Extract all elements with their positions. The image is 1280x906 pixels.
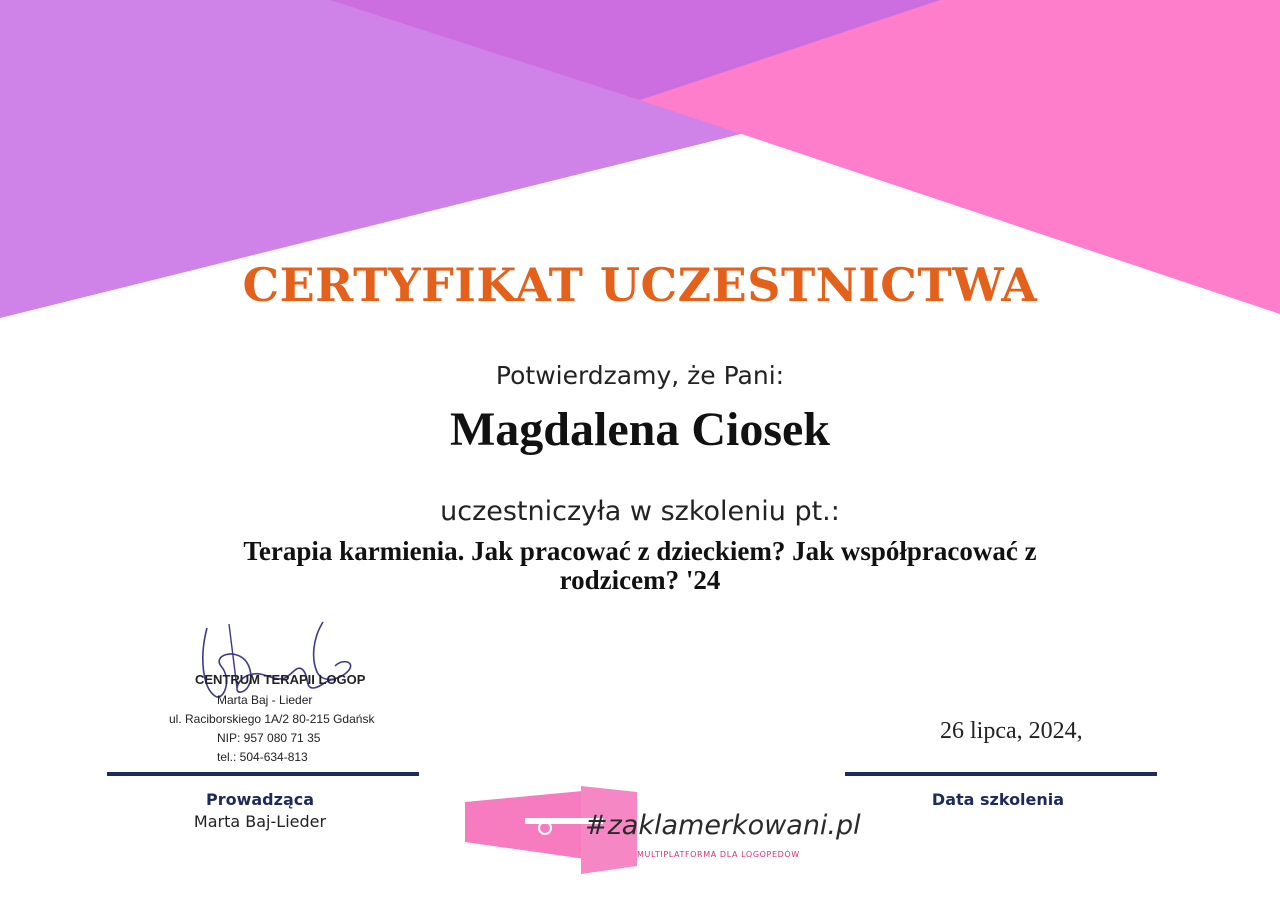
logo-text: #zaklamerkowani.pl [585, 810, 861, 841]
participation-text: uczestniczyła w szkoleniu pt.: [440, 496, 840, 527]
training-date-label: Data szkolenia [931, 790, 1065, 809]
instructor-name: Marta Baj-Lieder [193, 812, 327, 831]
stamp-line-2: Marta Baj - Lieder [217, 693, 313, 707]
intro-text: Potwierdzamy, że Pani: [495, 361, 785, 390]
instructor-label: Prowadząca [205, 790, 315, 809]
stamp-line-1: CENTRUM TERAPII LOGOP [195, 672, 366, 687]
training-date-value: 26 lipca, 2024, [940, 718, 1083, 744]
logo-subtitle: MULTIPLATFORMA DLA LOGOPEDÓW [637, 850, 800, 859]
course-title-line-2: rodzicem? '24 [559, 565, 721, 595]
stamp-line-3: ul. Raciborskiego 1A/2 80-215 Gdańsk [169, 712, 375, 726]
certificate-title: CERTYFIKAT UCZESTNICTWA [242, 258, 1038, 312]
stamp-line-5: tel.: 504-634-813 [217, 750, 308, 764]
course-title [190, 537, 1090, 595]
signature-line-left [107, 772, 419, 776]
signature-line-right [845, 772, 1157, 776]
stamp-block [165, 618, 375, 768]
recipient-name: Magdalena Ciosek [449, 403, 830, 456]
zaklamerkowani-logo [465, 784, 861, 876]
stamp-line-4: NIP: 957 080 71 35 [217, 731, 321, 745]
course-title-line-1: Terapia karmienia. Jak pracować z dzieckiem? Jak współpracować z [243, 536, 1037, 566]
